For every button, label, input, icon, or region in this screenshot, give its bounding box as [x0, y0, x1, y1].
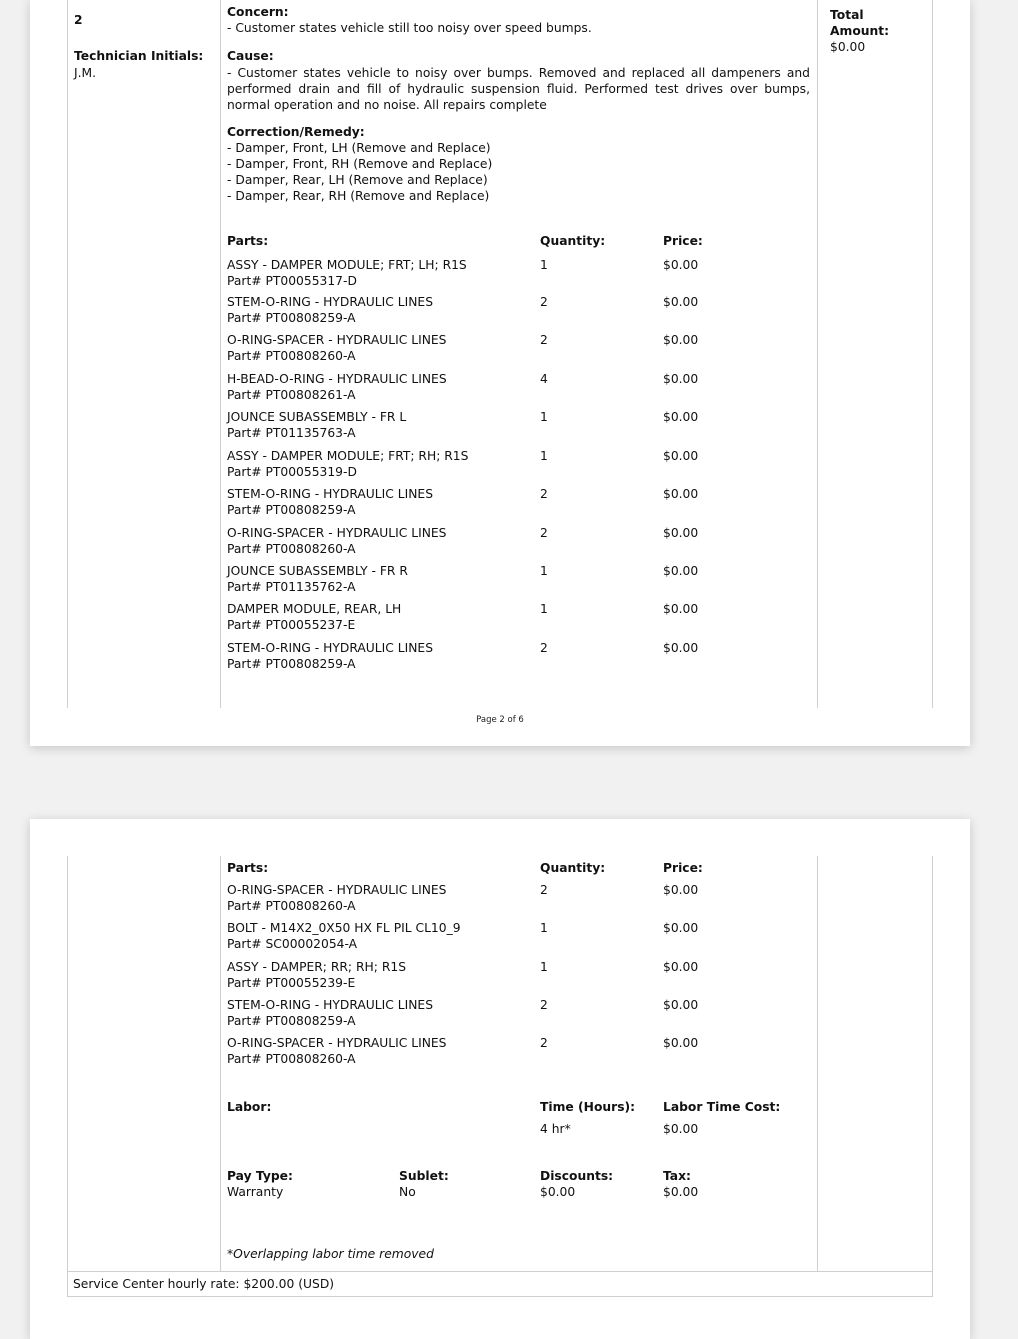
- part-price: $0.00: [663, 295, 699, 309]
- page-number: Page 2 of 6: [476, 715, 524, 725]
- part-price: $0.00: [663, 487, 699, 501]
- part-name: STEM-O-RING - HYDRAULIC LINES: [227, 998, 433, 1012]
- tax-value: $0.00: [663, 1185, 699, 1199]
- part-price: $0.00: [663, 883, 699, 897]
- pay-type-label: Pay Type:: [227, 1169, 293, 1183]
- part-number: Part# PT00055239-E: [227, 976, 356, 990]
- part-quantity: 4: [540, 372, 548, 386]
- price-header: Price:: [663, 861, 703, 875]
- correction-label: Correction/Remedy:: [227, 125, 365, 139]
- labor-label: Labor:: [227, 1100, 272, 1114]
- part-number: Part# PT00808260-A: [227, 899, 356, 913]
- total-amount-label: Total: [830, 8, 864, 22]
- part-price: $0.00: [663, 960, 699, 974]
- concern-label: Concern:: [227, 5, 289, 19]
- total-amount-label: Amount:: [830, 24, 890, 38]
- column-divider: [932, 0, 933, 708]
- part-name: BOLT - M14X2_0X50 HX FL PIL CL10_9: [227, 921, 461, 935]
- part-number: Part# PT00055237-E: [227, 618, 356, 632]
- labor-cost-label: Labor Time Cost:: [663, 1100, 781, 1114]
- price-header: Price:: [663, 234, 703, 248]
- discounts-label: Discounts:: [540, 1169, 614, 1183]
- column-divider: [220, 856, 221, 1272]
- quantity-header: Quantity:: [540, 234, 606, 248]
- part-price: $0.00: [663, 449, 699, 463]
- part-quantity: 1: [540, 921, 548, 935]
- part-number: Part# PT00808259-A: [227, 311, 356, 325]
- sublet-label: Sublet:: [399, 1169, 449, 1183]
- part-quantity: 1: [540, 258, 548, 272]
- correction-item: - Damper, Rear, RH (Remove and Replace): [227, 189, 490, 203]
- part-number: Part# PT01135762-A: [227, 580, 356, 594]
- part-quantity: 2: [540, 487, 548, 501]
- part-number: Part# PT00055317-D: [227, 274, 357, 288]
- part-price: $0.00: [663, 526, 699, 540]
- column-divider: [67, 1271, 68, 1297]
- part-name: O-RING-SPACER - HYDRAULIC LINES: [227, 526, 447, 540]
- parts-header: Parts:: [227, 861, 269, 875]
- time-hours-value: 4 hr*: [540, 1122, 571, 1136]
- part-name: ASSY - DAMPER MODULE; FRT; RH; R1S: [227, 449, 469, 463]
- part-name: O-RING-SPACER - HYDRAULIC LINES: [227, 333, 447, 347]
- part-quantity: 1: [540, 960, 548, 974]
- part-name: H-BEAD-O-RING - HYDRAULIC LINES: [227, 372, 447, 386]
- part-number: Part# PT00808260-A: [227, 349, 356, 363]
- column-divider: [817, 856, 818, 1272]
- document-page-3: [30, 819, 970, 1339]
- part-name: STEM-O-RING - HYDRAULIC LINES: [227, 487, 433, 501]
- cause-text: - Customer states vehicle to noisy over bumps. Removed and replaced all dampeners and performed drain and fill of hydraulic suspension fluid. Performed test drives over bumps, normal operation and no noise. All repairs complete: [227, 66, 810, 112]
- part-price: $0.00: [663, 258, 699, 272]
- part-name: O-RING-SPACER - HYDRAULIC LINES: [227, 1036, 447, 1050]
- part-quantity: 2: [540, 998, 548, 1012]
- part-name: O-RING-SPACER - HYDRAULIC LINES: [227, 883, 447, 897]
- overlap-note: *Overlapping labor time removed: [227, 1247, 434, 1261]
- row-divider: [67, 1296, 933, 1297]
- row-divider: [67, 1271, 933, 1272]
- cause-label: Cause:: [227, 49, 274, 63]
- quantity-header: Quantity:: [540, 861, 606, 875]
- part-quantity: 1: [540, 410, 548, 424]
- column-divider: [220, 0, 221, 708]
- part-number: Part# PT00808259-A: [227, 1014, 356, 1028]
- part-number: Part# PT01135763-A: [227, 426, 356, 440]
- correction-item: - Damper, Front, LH (Remove and Replace): [227, 141, 491, 155]
- part-price: $0.00: [663, 1036, 699, 1050]
- part-quantity: 2: [540, 641, 548, 655]
- column-divider: [817, 0, 818, 708]
- part-number: Part# PT00808260-A: [227, 542, 356, 556]
- part-number: Part# PT00808259-A: [227, 503, 356, 517]
- part-quantity: 1: [540, 564, 548, 578]
- part-number: Part# PT00808260-A: [227, 1052, 356, 1066]
- technician-label: Technician Initials:: [74, 49, 204, 63]
- part-name: ASSY - DAMPER; RR; RH; R1S: [227, 960, 407, 974]
- part-name: DAMPER MODULE, REAR, LH: [227, 602, 402, 616]
- part-price: $0.00: [663, 372, 699, 386]
- part-number: Part# SC00002054-A: [227, 937, 358, 951]
- part-price: $0.00: [663, 998, 699, 1012]
- pay-type-value: Warranty: [227, 1185, 284, 1199]
- hourly-rate: Service Center hourly rate: $200.00 (USD): [73, 1277, 335, 1291]
- part-price: $0.00: [663, 602, 699, 616]
- part-name: JOUNCE SUBASSEMBLY - FR L: [227, 410, 407, 424]
- part-number: Part# PT00055319-D: [227, 465, 357, 479]
- technician-value: J.M.: [74, 66, 97, 80]
- document-page-2: [30, 0, 970, 746]
- part-price: $0.00: [663, 333, 699, 347]
- part-name: STEM-O-RING - HYDRAULIC LINES: [227, 641, 433, 655]
- total-amount-value: $0.00: [830, 40, 866, 54]
- part-price: $0.00: [663, 641, 699, 655]
- part-name: ASSY - DAMPER MODULE; FRT; LH; R1S: [227, 258, 467, 272]
- column-divider: [67, 856, 68, 1272]
- part-price: $0.00: [663, 410, 699, 424]
- sublet-value: No: [399, 1185, 416, 1199]
- part-price: $0.00: [663, 564, 699, 578]
- part-name: JOUNCE SUBASSEMBLY - FR R: [227, 564, 408, 578]
- part-quantity: 1: [540, 449, 548, 463]
- tax-label: Tax:: [663, 1169, 691, 1183]
- part-price: $0.00: [663, 921, 699, 935]
- parts-header: Parts:: [227, 234, 269, 248]
- discounts-value: $0.00: [540, 1185, 576, 1199]
- part-quantity: 2: [540, 883, 548, 897]
- column-divider: [67, 0, 68, 708]
- line-number: 2: [74, 13, 83, 27]
- part-quantity: 2: [540, 333, 548, 347]
- labor-cost-value: $0.00: [663, 1122, 699, 1136]
- part-quantity: 2: [540, 1036, 548, 1050]
- concern-text: - Customer states vehicle still too noisy over speed bumps.: [227, 21, 592, 35]
- column-divider: [932, 856, 933, 1297]
- part-number: Part# PT00808259-A: [227, 657, 356, 671]
- part-quantity: 2: [540, 526, 548, 540]
- correction-item: - Damper, Rear, LH (Remove and Replace): [227, 173, 488, 187]
- part-name: STEM-O-RING - HYDRAULIC LINES: [227, 295, 433, 309]
- time-hours-label: Time (Hours):: [540, 1100, 636, 1114]
- correction-item: - Damper, Front, RH (Remove and Replace): [227, 157, 493, 171]
- part-quantity: 1: [540, 602, 548, 616]
- part-quantity: 2: [540, 295, 548, 309]
- part-number: Part# PT00808261-A: [227, 388, 356, 402]
